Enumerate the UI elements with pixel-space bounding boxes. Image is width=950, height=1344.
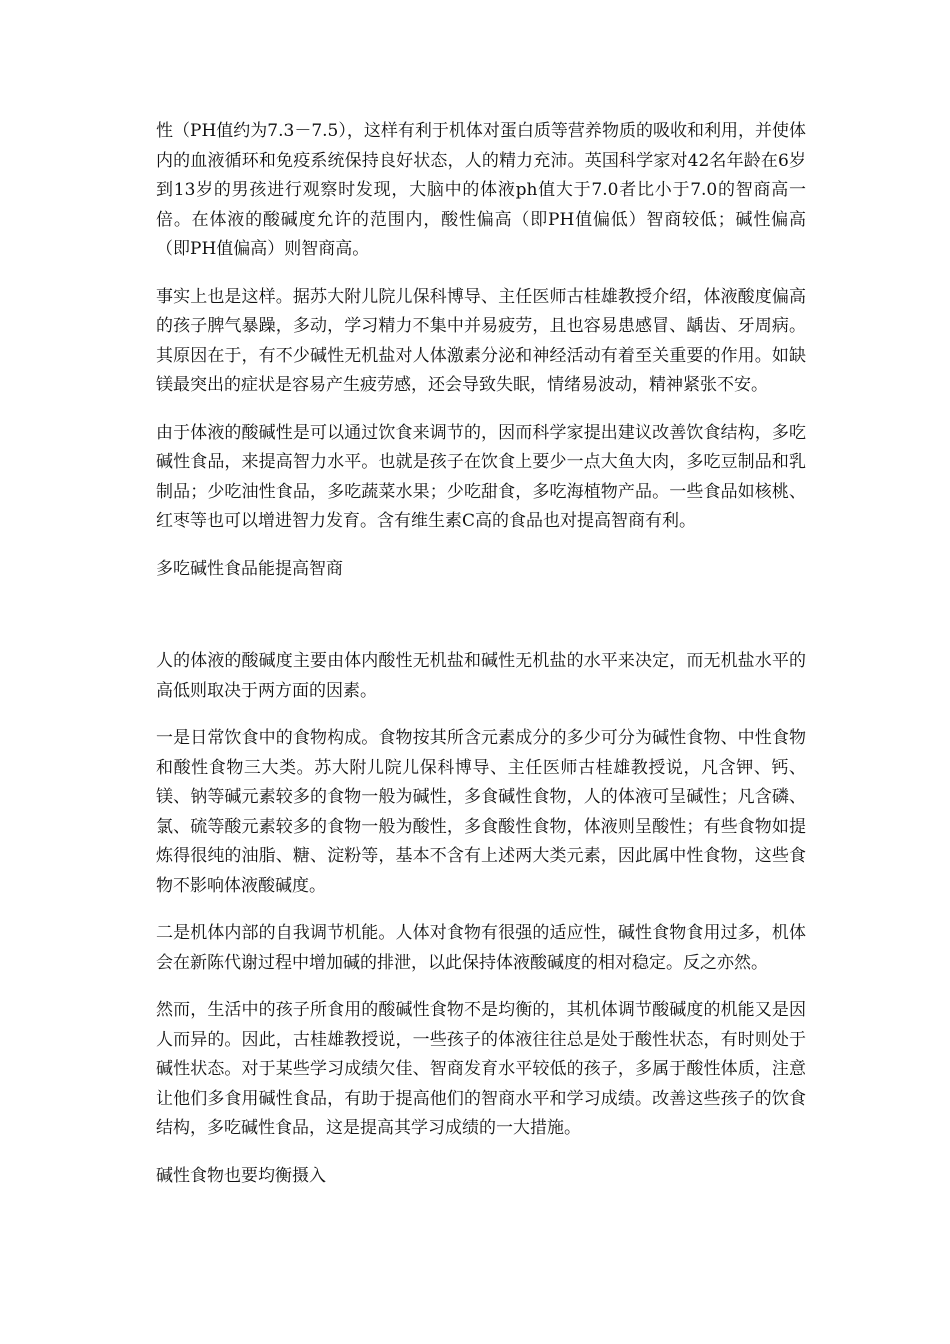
paragraph-food-composition: 一是日常饮食中的食物构成。食物按其所含元素成分的多少可分为碱性食物、中性食物和酸性食物三大类。苏大附儿院儿保科博导、主任医师古桂雄教授说，凡含钾、钙、镁、钠等碱元素较多的食物一般为碱性，多食碱性食物，人的体液可呈碱性；凡含磷、氯、硫等酸元素较多的食物一般为酸性，多食酸性食物，体液则呈酸性；有些食物如提炼得很纯的油脂、糖、淀粉等，基本不含有上述两大类元素，因此属中性食物，这些食物不影响体液酸碱度。 (156, 728, 806, 896)
paragraph-ph-value: 性（PH值约为7.3－7.5），这样有利于机体对蛋白质等营养物质的吸收和利用，并使体内的血液循环和免疫系统保持良好状态，人的精力充沛。英国科学家对42名年龄在6岁到13岁的男孩进行观察时发现，大脑中的体液ph值大于7.0者比小于7.0的智商高一倍。在体液的酸碱度允许的范围内，酸性偏高（即PH值偏低）智商较低；碱性偏高（即PH值偏高）则智商高。 (156, 121, 806, 259)
paragraph-children-diet: 然而，生活中的孩子所食用的酸碱性食物不是均衡的，其机体调节酸碱度的机能又是因人而异的。因此，古桂雄教授说，一些孩子的体液往往总是处于酸性状态，有时则处于碱性状态。对于某些学习成绩欠佳、智商发育水平较低的孩子，多属于酸性体质，注意让他们多食用碱性食品，有助于提高他们的智商水平和学习成绩。改善这些孩子的饮食结构，多吃碱性食品，这是提高其学习成绩的一大措施。 (156, 1000, 806, 1138)
paragraph-diet-adjustment: 由于体液的酸碱性是可以通过饮食来调节的，因而科学家提出建议改善饮食结构，多吃碱性食品，来提高智力水平。也就是孩子在饮食上要少一点大鱼大肉，多吃豆制品和乳制品；少吃油性食品，多吃蔬菜水果；少吃甜食，多吃海植物产品。一些食品如核桃、红枣等也可以增进智力发育。含有维生素C高的食品也对提高智商有利。 (156, 422, 806, 531)
section-heading-balanced-intake: 碱性食物也要均衡摄入 (156, 1165, 326, 1186)
paragraph-body-fluid: 人的体液的酸碱度主要由体内酸性无机盐和碱性无机盐的水平来决定，而无机盐水平的高低则取决于两方面的因素。 (156, 651, 806, 701)
section-heading-alkaline-food: 多吃碱性食品能提高智商 (156, 558, 343, 579)
document-body (156, 117, 806, 1209)
section-spacer (156, 602, 806, 647)
paragraph-facts: 事实上也是这样。据苏大附儿院儿保科博导、主任医师古桂雄教授介绍，体液酸度偏高的孩子脾气暴躁，多动，学习精力不集中并易疲劳，且也容易患感冒、龋齿、牙周病。其原因在于，有不少碱性无机盐对人体激素分泌和神经活动有着至关重要的作用。如缺镁最突出的症状是容易产生疲劳感，还会导致失眠，情绪易波动，精神紧张不安。 (156, 286, 806, 395)
paragraph-self-regulation: 二是机体内部的自我调节机能。人体对食物有很强的适应性，碱性食物食用过多，机体会在新陈代谢过程中增加碱的排泄，以此保持体液酸碱度的相对稳定。反之亦然。 (156, 923, 806, 973)
